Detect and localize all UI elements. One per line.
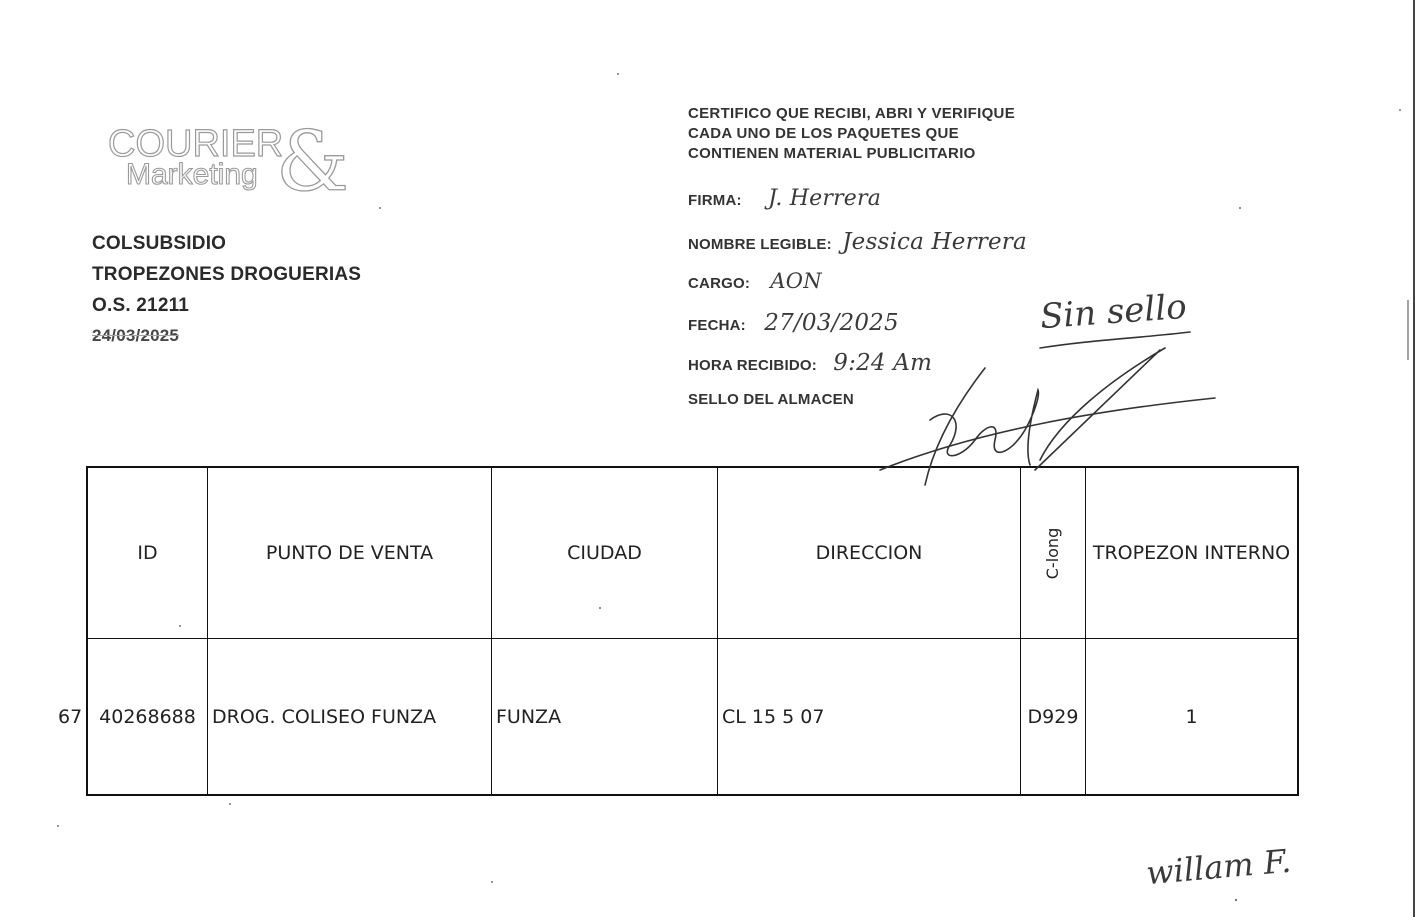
hora-value: 9:24 Am (833, 350, 933, 376)
cargo-label: CARGO: (688, 275, 751, 292)
cell-id: 40268688 (87, 639, 208, 796)
logo-ampersand: & (276, 115, 349, 210)
col-header-direccion: DIRECCION (718, 467, 1021, 639)
col-header-c-long (1021, 467, 1086, 639)
col-header-punto-de-venta: PUNTO DE VENTA (208, 467, 492, 639)
sin-sello-note: Sin sello (1038, 286, 1188, 338)
company-name: COLSUBSIDIO (92, 233, 227, 254)
company-division: TROPEZONES DROGUERIAS (92, 264, 362, 285)
fecha-field (688, 310, 899, 336)
fecha-value: 27/03/2025 (764, 310, 899, 336)
cell-ciudad: FUNZA (492, 639, 718, 796)
sello-field (688, 391, 854, 408)
row-number: 67 (58, 706, 83, 728)
nombre-field (688, 229, 1027, 255)
company-info (92, 233, 361, 357)
table-header-row (87, 467, 1298, 639)
firma-field (688, 186, 881, 211)
certificate-line: CONTIENEN MATERIAL PUBLICITARIO (688, 145, 976, 162)
col-header-ciudad: CIUDAD (492, 467, 718, 639)
cargo-value: AON (770, 269, 822, 293)
cell-punto-de-venta: DROG. COLISEO FUNZA (208, 639, 492, 796)
certificate-line: CADA UNO DE LOS PAQUETES QUE (688, 125, 959, 142)
delivery-table (86, 466, 1299, 796)
hora-field (688, 350, 932, 376)
nombre-label: NOMBRE LEGIBLE: (688, 236, 832, 253)
certificate-statement (688, 104, 1015, 164)
table-row (87, 639, 1298, 796)
cell-c-long: D929 (1021, 639, 1086, 796)
hora-label: HORA RECIBIDO: (688, 357, 817, 374)
logo-line1: COURIER (108, 123, 284, 165)
scan-border (1408, 0, 1414, 917)
order-date: 24/03/2025 (92, 326, 180, 345)
cell-direccion: CL 15 5 07 (718, 639, 1021, 796)
col-header-id: ID (87, 467, 208, 639)
logo-line2: Marketing (126, 158, 258, 191)
c-long-label: C-long (1043, 527, 1063, 580)
fecha-label: FECHA: (688, 317, 746, 334)
nombre-value: Jessica Herrera (842, 229, 1027, 255)
col-header-tropezon-interno: TROPEZON INTERNO (1086, 467, 1299, 639)
firma-value: J. Herrera (768, 186, 882, 211)
firma-label: FIRMA: (688, 192, 742, 209)
cargo-field (688, 269, 822, 293)
order-number: O.S. 21211 (92, 295, 190, 316)
certificate-line: CERTIFICO QUE RECIBI, ABRI Y VERIFIQUE (688, 105, 1015, 122)
courier-marketing-logo (106, 112, 349, 210)
cell-tropezon-interno: 1 (1086, 639, 1299, 796)
sello-label: SELLO DEL ALMACEN (688, 391, 854, 408)
company-logo (106, 112, 349, 210)
footer-signature: willam F. (1144, 841, 1293, 893)
